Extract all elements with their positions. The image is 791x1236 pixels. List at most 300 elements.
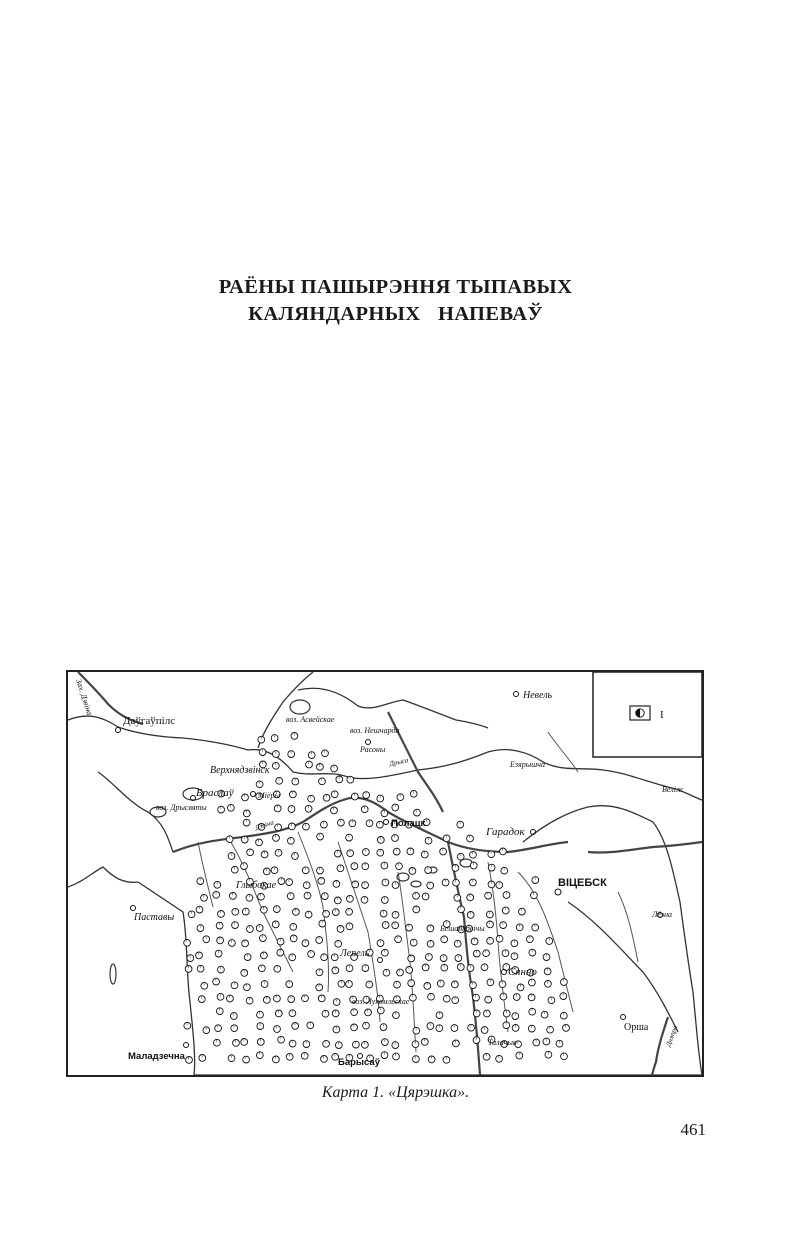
settlement-marker xyxy=(241,863,248,870)
settlement-marker xyxy=(231,982,238,989)
settlement-marker xyxy=(215,950,222,957)
label-river-zakh-dzvina: Зах. Дзвіна xyxy=(74,677,95,717)
settlement-marker xyxy=(422,964,429,971)
settlement-marker xyxy=(443,995,450,1002)
settlement-marker xyxy=(488,851,495,858)
settlement-marker xyxy=(563,1025,570,1032)
settlement-marker xyxy=(541,1011,548,1018)
settlement-marker xyxy=(272,921,279,928)
settlement-marker xyxy=(275,824,282,831)
settlement-marker xyxy=(217,993,224,1000)
settlement-marker xyxy=(197,925,204,932)
settlement-marker xyxy=(184,939,191,946)
settlement-marker xyxy=(397,794,404,801)
settlement-marker xyxy=(243,1056,250,1063)
settlement-marker xyxy=(275,1010,282,1017)
page-heading xyxy=(0,274,791,328)
label-vitsebsk: ВІЦЕБСК xyxy=(558,877,607,889)
settlement-marker xyxy=(275,849,282,856)
settlement-marker xyxy=(303,882,310,889)
settlement-marker xyxy=(488,881,495,888)
settlement-marker xyxy=(406,967,413,974)
heading-line-2: КАЛЯНДАРНЫХ НАПЕВАЎ xyxy=(248,303,543,325)
settlement-marker xyxy=(273,1056,280,1063)
settlement-marker xyxy=(470,851,477,858)
settlement-marker xyxy=(351,1024,358,1031)
settlement-marker xyxy=(261,851,268,858)
legend-box xyxy=(593,672,702,757)
settlement-marker xyxy=(548,997,555,1004)
settlement-marker xyxy=(561,979,568,986)
settlement-marker xyxy=(441,936,448,943)
settlement-marker xyxy=(292,1023,299,1030)
settlement-marker xyxy=(414,809,421,816)
settlement-marker xyxy=(436,1025,443,1032)
settlement-marker xyxy=(302,867,309,874)
settlement-marker xyxy=(487,937,494,944)
settlement-marker xyxy=(392,1042,399,1049)
settlement-marker xyxy=(503,1022,510,1029)
settlement-marker xyxy=(274,995,281,1002)
settlement-marker xyxy=(333,999,340,1006)
settlement-marker xyxy=(347,776,354,783)
settlement-marker xyxy=(453,1040,460,1047)
settlement-marker xyxy=(543,954,550,961)
settlement-marker xyxy=(293,909,300,916)
settlement-marker xyxy=(186,1057,193,1064)
settlement-marker xyxy=(496,882,503,889)
settlement-marker xyxy=(425,867,432,874)
settlement-marker xyxy=(244,984,251,991)
settlement-marker xyxy=(321,893,328,900)
label-rasony: Расоны xyxy=(360,745,386,754)
settlement-marker xyxy=(470,862,477,869)
settlement-marker xyxy=(286,1053,293,1060)
label-ezeryshcha: Езярышча xyxy=(510,760,545,769)
settlement-marker xyxy=(352,881,359,888)
settlement-marker xyxy=(393,848,400,855)
settlement-marker xyxy=(351,1009,358,1016)
settlement-marker xyxy=(353,1041,360,1048)
settlement-marker xyxy=(503,892,510,899)
settlement-marker xyxy=(436,1012,443,1019)
settlement-marker xyxy=(289,1010,296,1017)
settlement-marker xyxy=(422,893,429,900)
settlement-marker xyxy=(319,778,326,785)
settlement-marker xyxy=(440,955,447,962)
settlement-marker xyxy=(335,940,342,947)
label-sianno: Сянно xyxy=(508,966,537,978)
settlement-marker xyxy=(331,765,338,772)
settlement-marker xyxy=(216,922,223,929)
settlement-marker xyxy=(272,762,279,769)
settlement-marker xyxy=(258,893,265,900)
settlement-marker xyxy=(232,922,239,929)
map-canvas xyxy=(68,672,702,1075)
settlement-marker xyxy=(410,994,417,1001)
settlement-marker xyxy=(488,864,495,871)
settlement-marker xyxy=(332,909,339,916)
settlement-marker xyxy=(231,1025,238,1032)
settlement-marker xyxy=(481,964,488,971)
settlement-marker xyxy=(408,980,415,987)
settlement-marker xyxy=(395,936,402,943)
settlement-marker xyxy=(533,1039,540,1046)
settlement-marker xyxy=(496,1055,503,1062)
settlement-marker xyxy=(233,1040,240,1047)
settlement-marker xyxy=(529,979,536,986)
settlement-marker xyxy=(366,981,373,988)
settlement-marker xyxy=(256,781,263,788)
label-daugavpils: Даўгаўпілс xyxy=(123,715,176,727)
settlement-marker xyxy=(481,1027,488,1034)
settlement-marker xyxy=(363,792,370,799)
settlement-marker xyxy=(273,906,280,913)
settlement-marker xyxy=(323,1040,330,1047)
settlement-marker xyxy=(278,1036,285,1043)
settlement-marker xyxy=(196,906,203,913)
settlement-marker xyxy=(241,836,248,843)
settlement-marker xyxy=(288,996,295,1003)
settlement-marker xyxy=(290,923,297,930)
settlement-marker xyxy=(218,966,225,973)
settlement-marker xyxy=(277,949,284,956)
settlement-marker xyxy=(547,1026,554,1033)
settlement-marker xyxy=(214,1039,221,1046)
settlement-marker xyxy=(455,955,462,962)
settlement-marker xyxy=(230,893,237,900)
settlement-marker xyxy=(303,1041,310,1048)
settlement-marker xyxy=(292,778,299,785)
settlement-marker xyxy=(231,866,238,873)
settlement-marker xyxy=(365,1009,372,1016)
settlement-marker xyxy=(274,965,281,972)
settlement-marker xyxy=(454,894,461,901)
settlement-marker xyxy=(287,893,294,900)
settlement-marker xyxy=(201,894,208,901)
settlement-marker xyxy=(381,897,388,904)
settlement-marker xyxy=(338,980,345,987)
settlement-marker xyxy=(377,795,384,802)
settlement-marker xyxy=(323,794,330,801)
settlement-marker xyxy=(410,790,417,797)
settlement-marker xyxy=(531,892,538,899)
settlement-marker xyxy=(288,837,295,844)
settlement-marker xyxy=(382,1039,389,1046)
settlement-marker xyxy=(383,969,390,976)
settlement-marker xyxy=(408,955,415,962)
settlement-marker xyxy=(214,881,221,888)
settlement-marker xyxy=(318,878,325,885)
settlement-marker xyxy=(346,981,353,988)
settlement-marker xyxy=(483,1053,490,1060)
settlement-marker xyxy=(561,1053,568,1060)
settlement-marker xyxy=(318,995,325,1002)
settlement-marker xyxy=(271,867,278,874)
settlement-marker xyxy=(532,877,539,884)
settlement-marker xyxy=(228,804,235,811)
settlement-marker xyxy=(428,1056,435,1063)
settlement-marker xyxy=(322,1010,329,1017)
settlement-marker xyxy=(421,851,428,858)
settlement-marker xyxy=(331,954,338,961)
settlement-marker xyxy=(486,911,493,918)
settlement-marker xyxy=(346,834,353,841)
settlement-marker xyxy=(428,993,435,1000)
settlement-marker xyxy=(241,1039,248,1046)
settlement-marker xyxy=(217,937,224,944)
settlement-marker xyxy=(392,804,399,811)
settlement-marker xyxy=(396,863,403,870)
settlement-marker xyxy=(184,1022,191,1029)
settlement-marker xyxy=(516,924,523,931)
settlement-marker xyxy=(316,937,323,944)
settlement-marker xyxy=(410,939,417,946)
settlement-marker xyxy=(197,878,204,885)
settlement-marker xyxy=(409,868,416,875)
settlement-marker xyxy=(333,1026,340,1033)
settlement-marker xyxy=(259,965,266,972)
settlement-marker xyxy=(228,853,235,860)
settlement-marker xyxy=(440,848,447,855)
label-barysau: Барысаў xyxy=(338,1057,380,1068)
label-orsha: Орша xyxy=(624,1022,649,1033)
settlement-marker xyxy=(242,794,249,801)
settlement-marker xyxy=(274,1026,281,1033)
settlement-marker xyxy=(259,749,266,756)
settlement-marker xyxy=(545,980,552,987)
settlement-marker xyxy=(363,1022,370,1029)
settlement-marker xyxy=(366,820,373,827)
settlement-marker xyxy=(241,970,248,977)
settlement-marker xyxy=(442,879,449,886)
settlement-marker xyxy=(246,997,253,1004)
settlement-marker xyxy=(323,910,330,917)
settlement-marker xyxy=(242,908,249,915)
settlement-marker xyxy=(513,994,520,1001)
settlement-marker xyxy=(500,848,507,855)
settlement-marker xyxy=(317,833,324,840)
settlement-marker xyxy=(467,835,474,842)
settlement-marker xyxy=(377,1007,384,1014)
settlement-marker xyxy=(473,950,480,957)
settlement-marker xyxy=(273,751,280,758)
settlement-marker xyxy=(289,954,296,961)
settlement-marker xyxy=(199,1055,206,1062)
settlement-marker xyxy=(392,835,399,842)
settlement-marker xyxy=(363,849,370,856)
settlement-marker xyxy=(291,733,298,740)
settlement-marker xyxy=(346,908,353,915)
settlement-marker xyxy=(501,867,508,874)
settlement-marker xyxy=(424,983,431,990)
settlement-marker xyxy=(457,853,464,860)
label-braslau: Браслаў xyxy=(196,787,234,799)
settlement-marker xyxy=(529,949,536,956)
settlement-marker xyxy=(317,867,324,874)
page-number: 461 xyxy=(680,1120,706,1139)
settlement-marker xyxy=(246,894,253,901)
label-lepel: Лепель xyxy=(340,948,370,959)
settlement-marker xyxy=(453,879,460,886)
settlement-marker xyxy=(413,892,420,899)
settlement-marker xyxy=(292,853,299,860)
settlement-marker xyxy=(362,965,369,972)
settlement-marker xyxy=(427,1023,434,1030)
label-river-dzvina: Дзвіна xyxy=(254,818,275,832)
settlement-marker xyxy=(393,1053,400,1060)
settlement-marker xyxy=(351,863,358,870)
settlement-marker xyxy=(305,911,312,918)
settlement-marker xyxy=(519,908,526,915)
settlement-marker xyxy=(247,849,254,856)
label-pastavy: Паставы xyxy=(134,912,175,923)
label-maladzechna: Маладзечна xyxy=(128,1051,185,1062)
settlement-marker xyxy=(218,911,225,918)
settlement-marker xyxy=(381,1052,388,1059)
settlement-marker xyxy=(321,1056,328,1063)
settlement-marker xyxy=(228,1055,235,1062)
settlement-marker xyxy=(500,922,507,929)
settlement-marker xyxy=(286,981,293,988)
settlement-marker xyxy=(457,964,464,971)
settlement-marker xyxy=(274,805,281,812)
settlement-marker xyxy=(273,835,280,842)
settlement-marker xyxy=(244,954,251,961)
settlement-marker xyxy=(213,978,220,985)
settlement-marker xyxy=(427,940,434,947)
settlement-marker xyxy=(467,965,474,972)
settlement-marker xyxy=(308,752,315,759)
settlement-marker xyxy=(334,897,341,904)
settlement-marker xyxy=(543,1038,550,1045)
settlement-marker xyxy=(321,821,328,828)
settlement-marker xyxy=(413,906,420,913)
label-miory: Міёры xyxy=(258,791,280,800)
settlement-marker xyxy=(322,750,329,757)
settlement-marker xyxy=(263,997,270,1004)
label-lake-neshcharda: воз. Нешчарда xyxy=(350,726,400,735)
label-lake-lukomlskae: воз. Лукомльскае xyxy=(352,997,410,1006)
settlement-marker xyxy=(306,761,313,768)
settlement-marker xyxy=(188,911,195,918)
settlement-marker xyxy=(319,920,326,927)
settlement-marker xyxy=(529,1008,536,1015)
settlement-marker xyxy=(231,1013,238,1020)
settlement-marker xyxy=(257,1023,264,1030)
settlement-marker xyxy=(203,936,210,943)
settlement-marker xyxy=(213,891,220,898)
settlement-markers xyxy=(184,733,570,1064)
legend-marker-circle xyxy=(636,709,644,717)
settlement-marker xyxy=(532,924,539,931)
settlement-marker xyxy=(289,1040,296,1047)
settlement-marker xyxy=(427,925,434,932)
settlement-marker xyxy=(392,922,399,929)
settlement-marker xyxy=(316,969,323,976)
settlement-marker xyxy=(362,863,369,870)
settlement-marker xyxy=(334,850,341,857)
settlement-marker xyxy=(546,938,553,945)
settlement-marker xyxy=(560,1012,567,1019)
settlement-marker xyxy=(471,938,478,945)
settlement-marker xyxy=(331,807,338,814)
settlement-marker xyxy=(467,894,474,901)
settlement-marker xyxy=(215,1025,222,1032)
label-beshankovichy: Бешанковічы xyxy=(440,924,485,933)
settlement-marker xyxy=(412,1041,419,1048)
settlement-marker xyxy=(451,1025,458,1032)
settlement-marker xyxy=(256,1052,263,1059)
settlement-marker xyxy=(487,979,494,986)
settlement-marker xyxy=(517,984,524,991)
settlement-marker xyxy=(232,908,239,915)
settlement-marker xyxy=(196,952,203,959)
label-lake-asveiskae: воз. Асвейскае xyxy=(286,715,335,724)
settlement-marker xyxy=(307,1022,314,1029)
settlement-marker xyxy=(382,949,389,956)
settlement-marker xyxy=(470,982,477,989)
settlement-marker xyxy=(346,923,353,930)
settlement-marker xyxy=(261,952,268,959)
settlement-marker xyxy=(502,950,509,957)
legend-label: I xyxy=(660,709,664,721)
label-liozna: Лёзна xyxy=(652,910,673,919)
settlement-marker xyxy=(496,935,503,942)
settlement-marker xyxy=(487,921,494,928)
map-caption: Карта 1. «Цярэшка». xyxy=(321,1084,470,1101)
settlement-marker xyxy=(260,935,267,942)
settlement-marker xyxy=(545,1051,552,1058)
settlement-marker xyxy=(203,1027,210,1034)
settlement-marker xyxy=(258,736,265,743)
settlement-marker xyxy=(257,1011,264,1018)
settlement-marker xyxy=(397,969,404,976)
settlement-marker xyxy=(331,791,338,798)
heading-line-1: РАЁНЫ ПАШЫРЭННЯ ТЫПАВЫХ xyxy=(218,276,573,298)
label-vielizh: Веліж xyxy=(662,785,684,794)
settlement-marker xyxy=(382,879,389,886)
settlement-marker xyxy=(443,1056,450,1063)
settlement-marker xyxy=(303,823,310,830)
settlement-marker xyxy=(346,965,353,972)
settlement-marker xyxy=(277,938,284,945)
settlement-marker xyxy=(437,980,444,987)
settlement-marker xyxy=(421,1039,428,1046)
settlement-marker xyxy=(413,1027,420,1034)
settlement-marker xyxy=(560,993,567,1000)
settlement-marker xyxy=(502,907,509,914)
settlement-marker xyxy=(302,995,309,1002)
settlement-marker xyxy=(242,940,249,947)
settlement-marker xyxy=(556,1040,563,1047)
settlement-marker xyxy=(335,1042,342,1049)
settlement-marker xyxy=(226,836,233,843)
settlement-marker xyxy=(473,994,480,1001)
settlement-marker xyxy=(288,751,295,758)
settlement-marker xyxy=(308,795,315,802)
settlement-marker xyxy=(290,935,297,942)
settlement-marker xyxy=(380,1024,387,1031)
settlement-marker xyxy=(406,924,413,931)
settlement-marker xyxy=(261,981,268,988)
settlement-marker xyxy=(528,1025,535,1032)
settlement-marker xyxy=(392,911,399,918)
settlement-marker xyxy=(256,925,263,932)
settlement-marker xyxy=(413,1056,420,1063)
settlement-marker xyxy=(470,879,477,886)
settlement-marker xyxy=(197,965,204,972)
